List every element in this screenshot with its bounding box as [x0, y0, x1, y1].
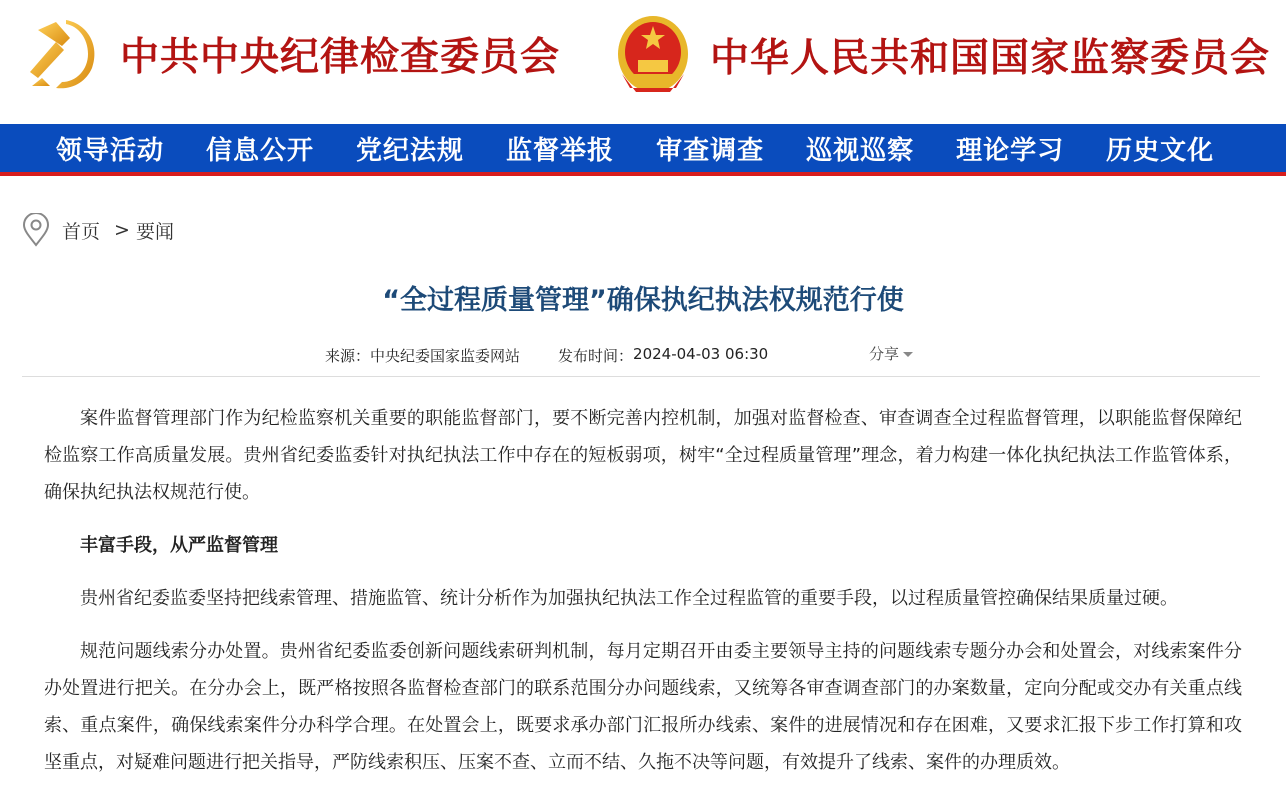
- nsc-logo[interactable]: [616, 14, 1270, 96]
- share-label: 分享: [869, 345, 900, 363]
- national-emblem-icon: [616, 14, 690, 96]
- nav-item-report[interactable]: 监督举报: [506, 135, 615, 166]
- nav-item-theory[interactable]: 理论学习: [956, 135, 1065, 166]
- nav-item-investigation[interactable]: 审查调查: [656, 135, 765, 166]
- breadcrumb-separator: >: [114, 219, 130, 241]
- nav-item-leadership[interactable]: 领导活动: [56, 135, 165, 166]
- publish-time-value: 2024-04-03 06:30: [633, 345, 769, 363]
- nsc-logo-text: 中华人民共和国国家监察委员会: [710, 35, 1271, 81]
- article-body: [44, 400, 1242, 797]
- breadcrumb-current[interactable]: 要闻: [135, 220, 174, 243]
- publish-time-label: 发布时间：: [558, 347, 634, 365]
- source-label: 来源：: [325, 347, 371, 365]
- nav-item-regulations[interactable]: 党纪法规: [356, 135, 465, 166]
- ccdi-logo[interactable]: [26, 16, 560, 92]
- share-button[interactable]: [869, 343, 913, 364]
- nav-item-history[interactable]: 历史文化: [1106, 135, 1215, 166]
- nav-item-info[interactable]: 信息公开: [206, 135, 315, 166]
- site-header: [0, 0, 1286, 124]
- paragraph: 案件监督管理部门作为纪检监察机关重要的职能监督部门，要不断完善内控机制，加强对监督检查、审查调查全过程监督管理，以职能监督保障纪检监察工作高质量发展。贵州省纪委监委针对执纪执法工作中存在的短板弱项，树牢“全过程质量管理”理念，着力构建一体化执纪执法工作监管体系，确保执纪执法权规范行使。: [44, 408, 1242, 503]
- ccdi-logo-text: 中共中央纪律检查委员会: [120, 34, 561, 80]
- location-pin-icon: [22, 213, 50, 247]
- main-nav: [0, 124, 1286, 176]
- paragraph: 规范问题线索分办处置。贵州省纪委监委创新问题线索研判机制，每月定期召开由委主要领导主持的问题线索专题分办会和处置会，对线索案件分办处置进行把关。在分办会上，既严格按照各监督检查部门的联系范围分办问题线索，又统筹各审查调查部门的办案数量，定向分配或交办有关重点线索、重点案件，确保线索案件分办科学合理。在处置会上，既要求承办部门汇报所办线索、案件的进展情况和存在困难，又要求汇报下步工作打算和攻坚重点，对疑难问题进行把关指导，严防线索积压、压案不查、立而不结、久拖不决等问题，有效提升了线索、案件的办理质效。: [44, 641, 1242, 773]
- party-emblem-icon: [26, 16, 100, 92]
- paragraph: 贵州省纪委监委坚持把线索管理、措施监管、统计分析作为加强执纪执法工作全过程监管的重要手段，以过程质量管控确保结果质量过硬。: [80, 588, 1178, 609]
- breadcrumb: [22, 213, 188, 247]
- source-value: 中央纪委国家监委网站: [370, 347, 521, 365]
- nav-item-inspection[interactable]: 巡视巡察: [806, 135, 915, 166]
- divider: [22, 376, 1260, 377]
- article-title: “全过程质量管理”确保执纪执法权规范行使: [382, 285, 904, 316]
- breadcrumb-home[interactable]: 首页: [62, 220, 101, 243]
- chevron-down-icon: [903, 352, 913, 357]
- article-meta: [325, 345, 768, 366]
- section-heading: 丰富手段，从严监督管理: [80, 535, 278, 556]
